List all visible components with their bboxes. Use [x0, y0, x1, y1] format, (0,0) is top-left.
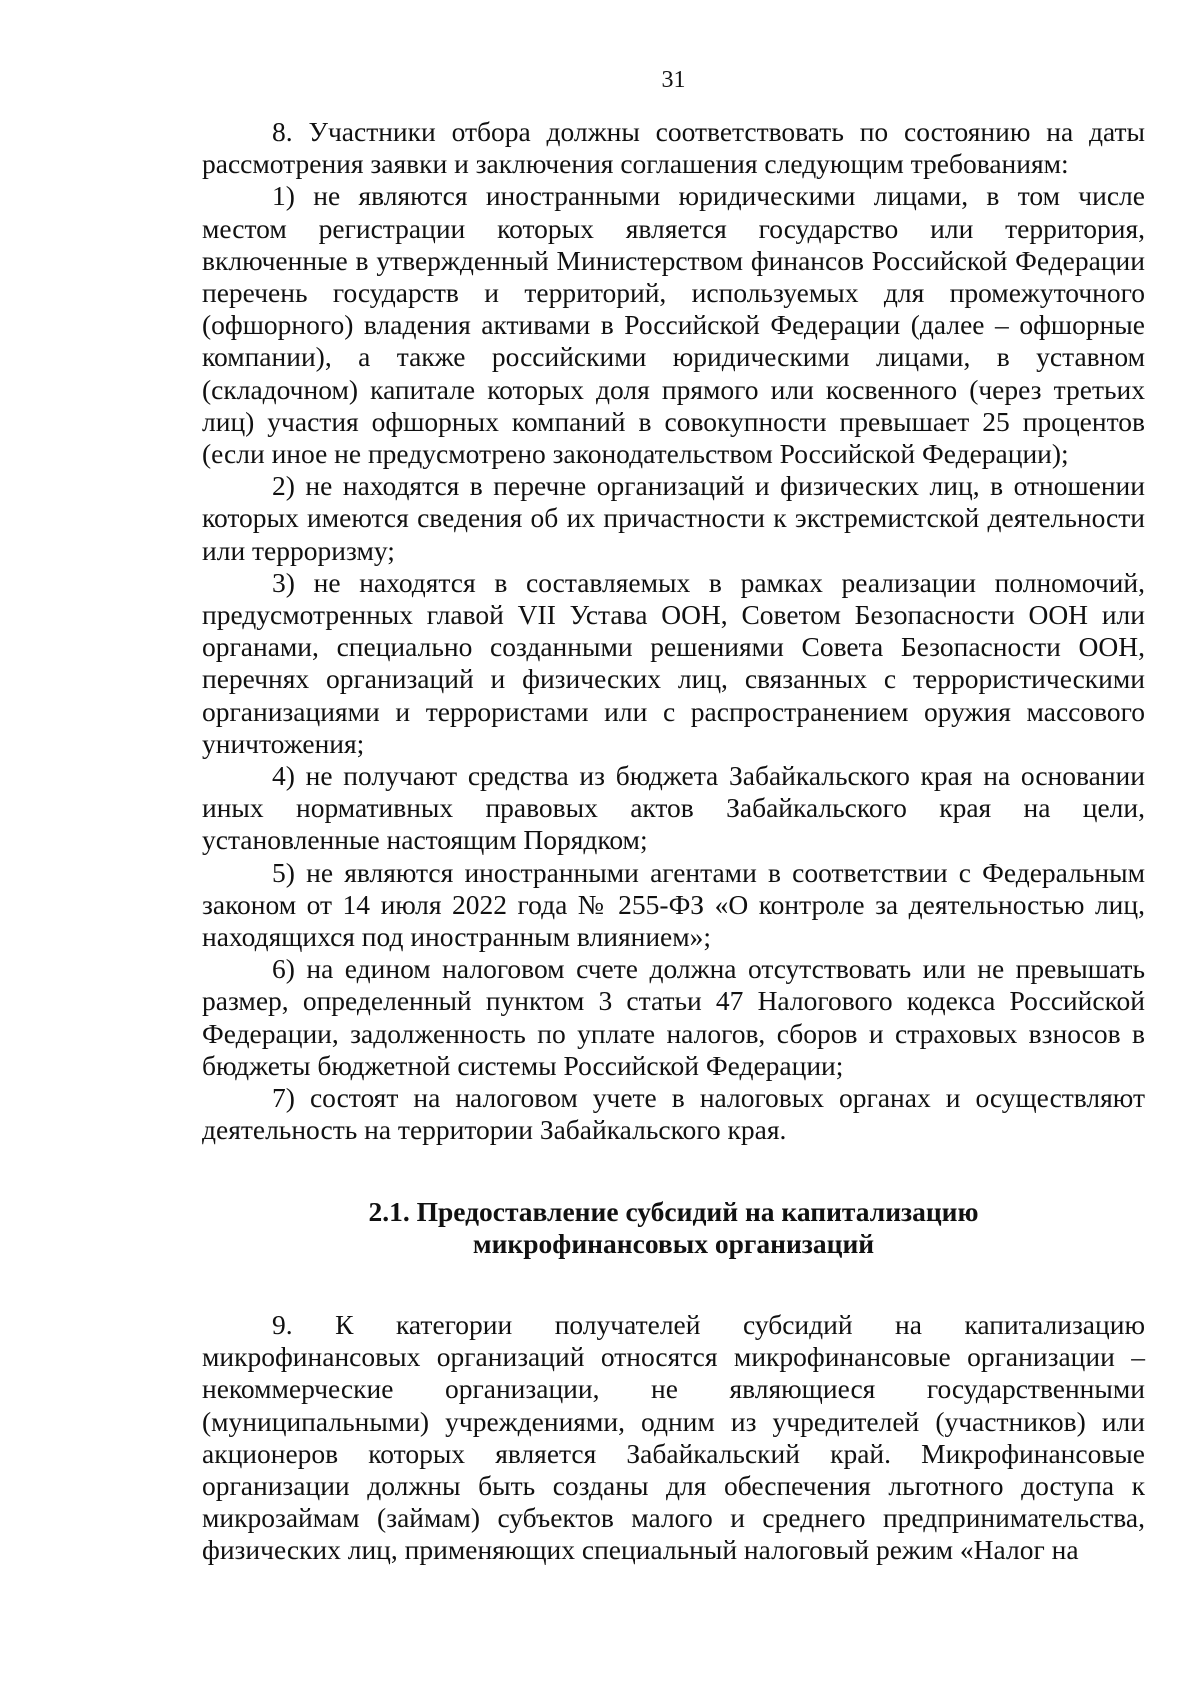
paragraph-subitem-2: 2) не находятся в перечне организаций и физических лиц, в отношении которых имеются сведения об их причастности к экстремистской деятельности или терроризму;: [202, 470, 1145, 566]
paragraph-subitem-1: 1) не являются иностранными юридическими лицами, в том числе местом регистрации которых является государство или территория, включенные в утвержденный Министерством финансов Российской Федерации перечень государств и территорий, используемых для промежуточного (офшорного) владения активами в Российской Федерации (далее – офшорные компании), а также российскими юридическими лицами, в уставном (складочном) капитале которых доля прямого или косвенного (через третьих лиц) участия офшорных компаний в совокупности превышает 25 процентов (если иное не предусмотрено законодательством Российской Федерации);: [202, 180, 1145, 470]
section-heading-line-2: микрофинансовых организаций: [472, 1227, 875, 1259]
paragraph-item-9: 9. К категории получателей субсидий на капитализацию микрофинансовых организаций относятся микрофинансовые организации – некоммерческие организации, не являющиеся государственными (муниципальными) учреждениями, одним из учредителей (участников) или акционеров которых является Забайкальский край. Микрофинансовые организации должны быть созданы для обеспечения льготного доступа к микрозаймам (займам) субъектов малого и среднего предпринимательства, физических лиц, применяющих специальный налоговый режим «Налог на: [202, 1308, 1145, 1566]
paragraph-subitem-4: 4) не получают средства из бюджета Забайкальского края на основании иных нормативных правовых актов Забайкальского края на цели, установленные настоящим Порядком;: [202, 760, 1145, 856]
paragraph-subitem-6: 6) на едином налоговом счете должна отсутствовать или не превышать размер, определенный пунктом 3 статьи 47 Налогового кодекса Российской Федерации, задолженность по уплате налогов, сборов и страховых взносов в бюджеты бюджетной системы Российской Федерации;: [202, 953, 1145, 1081]
section-heading: [202, 1196, 1145, 1260]
paragraph-subitem-7: 7) состоят на налоговом учете в налоговых органах и осуществляют деятельность на территории Забайкальского края.: [202, 1082, 1145, 1146]
section-heading-line-1: 2.1. Предоставление субсидий на капитализацию: [368, 1195, 979, 1227]
paragraph-item-8: 8. Участники отбора должны соответствовать по состоянию на даты рассмотрения заявки и заключения соглашения следующим требованиям:: [202, 116, 1145, 180]
paragraph-subitem-3: 3) не находятся в составляемых в рамках реализации полномочий, предусмотренных главой VII Устава ООН, Советом Безопасности ООН или органами, специально созданными решениями Совета Безопасности ООН, перечнях организаций и физических лиц, связанных с террористическими организациями и террористами или с распространением оружия массового уничтожения;: [202, 566, 1145, 759]
document-page: [202, 66, 1145, 1567]
page-number: 31: [661, 67, 686, 93]
paragraph-subitem-5: 5) не являются иностранными агентами в соответствии с Федеральным законом от 14 июля 2022 года № 255-ФЗ «О контроле за деятельностью лиц, находящихся под иностранным влиянием»;: [202, 856, 1145, 953]
